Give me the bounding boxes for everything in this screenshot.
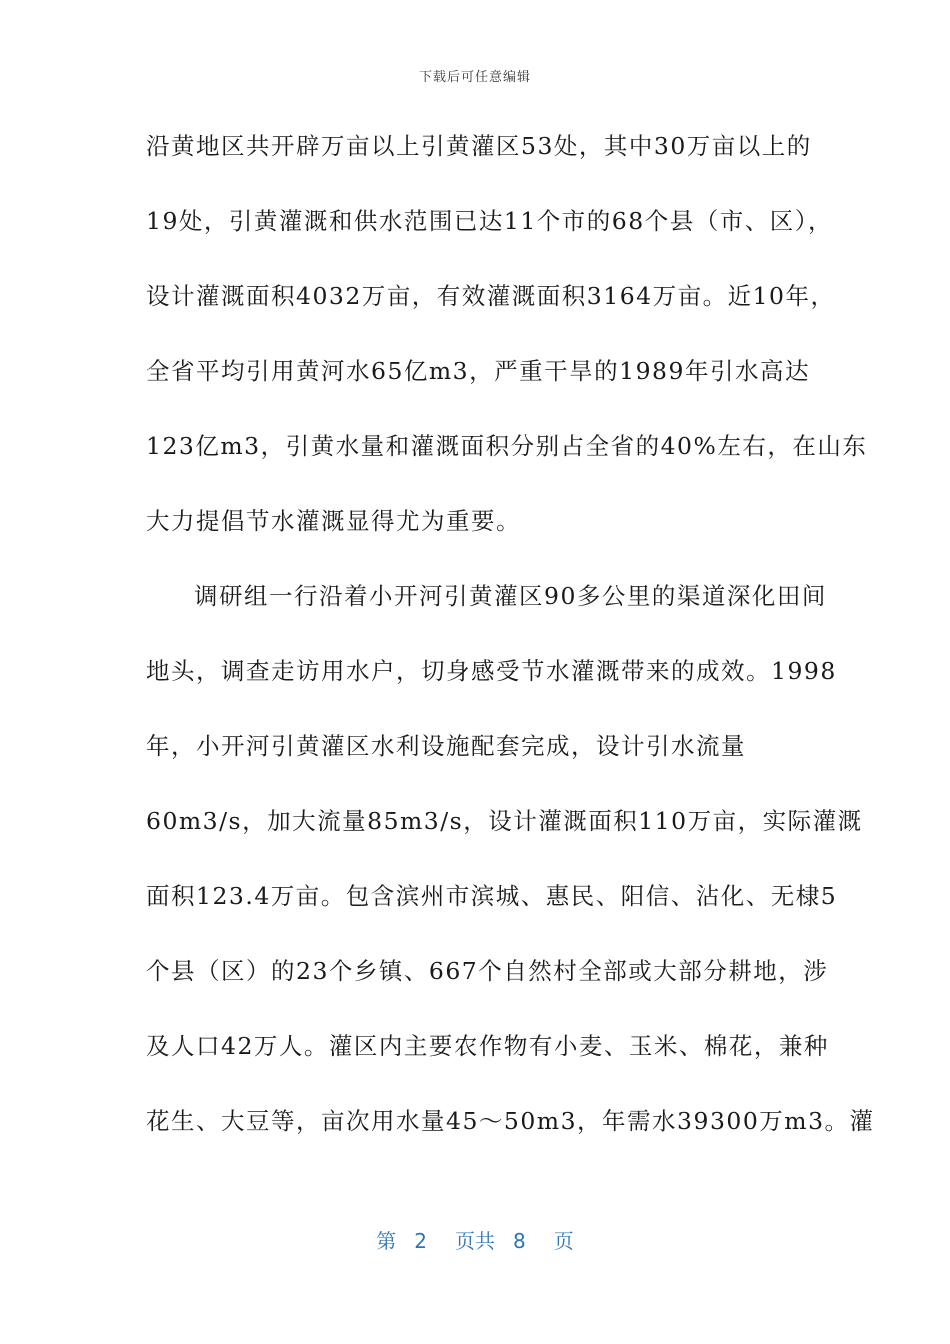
text-line: 19处，引黄灌溉和供水范围已达11个市的68个县（市、区），: [146, 207, 833, 235]
text-line: 个县（区）的23个乡镇、667个自然村全部或大部分耕地，涉: [146, 957, 829, 985]
footer-suffix: 页: [553, 1229, 574, 1253]
footer-prefix: 第: [376, 1229, 397, 1253]
text-line: 地头，调查走访用水户，切身感受节水灌溉带来的成效。1998: [146, 657, 837, 685]
paragraph-first-line: 调研组一行沿着小开河引黄灌区90多公里的渠道深化田间: [194, 582, 827, 610]
text-line: 沿黄地区共开辟万亩以上引黄灌区53处，其中30万亩以上的: [146, 132, 812, 160]
text-line: 面积123.4万亩。包含滨州市滨城、惠民、阳信、沾化、无棣5: [146, 882, 838, 910]
text-line: 123亿m3，引黄水量和灌溉面积分别占全省的40%左右，在山东: [146, 432, 868, 460]
footer-total-pages: 8: [513, 1229, 526, 1253]
page-header-note: 下载后可任意编辑: [418, 70, 531, 85]
text-line: 及人口42万人。灌区内主要农作物有小麦、玉米、棉花，兼种: [146, 1032, 829, 1060]
text-line: 全省平均引用黄河水65亿m3，严重干旱的1989年引水高达: [146, 357, 810, 385]
text-line: 花生、大豆等，亩次用水量45～50m3，年需水39300万m3。灌: [146, 1107, 875, 1135]
footer-middle: 页共: [455, 1229, 495, 1253]
text-line: 大力提倡节水灌溉显得尤为重要。: [146, 507, 521, 535]
page-footer: [0, 1225, 950, 1254]
text-line: 设计灌溉面积4032万亩，有效灌溉面积3164万亩。近10年，: [146, 282, 836, 310]
footer-page-number: 2: [414, 1229, 427, 1253]
text-line: 年，小开河引黄灌区水利设施配套完成，设计引水流量: [146, 732, 746, 760]
text-line: 60m3/s，加大流量85m3/s，设计灌溉面积110万亩，实际灌溉: [146, 807, 863, 835]
